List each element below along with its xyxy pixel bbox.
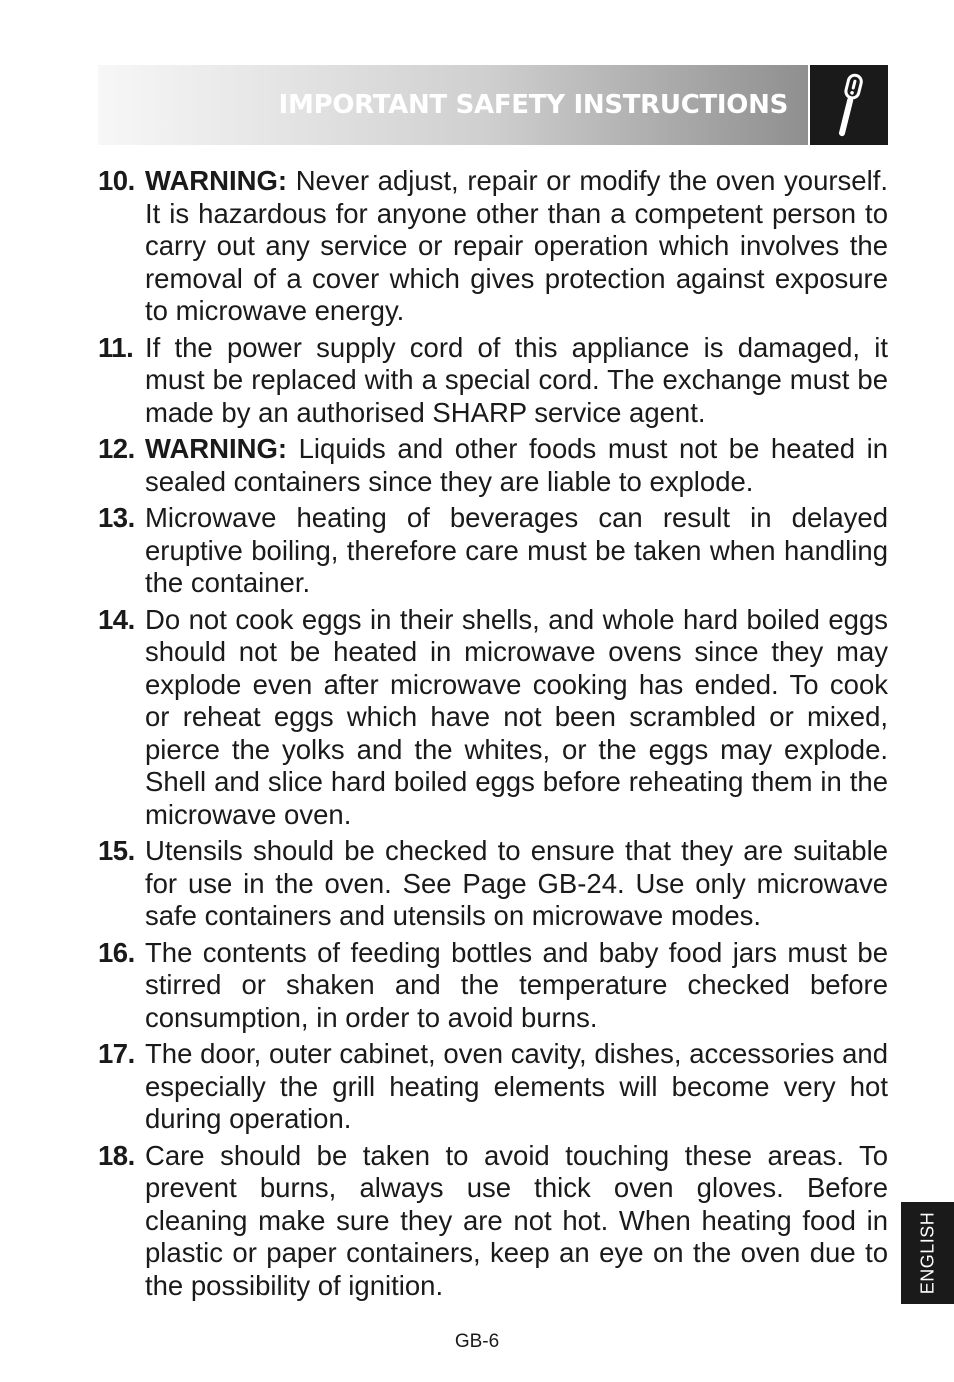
item-text: Microwave heating of beverages can result in delayed eruptive boiling, therefore care must be taken when handling the container. — [145, 502, 888, 598]
list-item — [98, 433, 888, 498]
item-number: 14. — [98, 603, 135, 635]
warning-label: WARNING: — [145, 433, 288, 464]
item-text: Care should be taken to avoid touching these areas. To prevent burns, always use thick oven gloves. Before cleaning make sure they are not hot. When heating food in plastic or paper containers, keep an eye on the oven due to the possibility of ignition. — [145, 1139, 888, 1301]
item-text: Utensils should be checked to ensure that they are suitable for use in the oven. See Page GB-24. Use only microwave safe containers and utensils on microwave modes. — [145, 835, 888, 931]
item-number: 11. — [98, 331, 134, 363]
language-tab — [901, 1202, 954, 1304]
item-number: 18. — [98, 1139, 135, 1171]
list-item — [98, 332, 888, 430]
item-number: 13. — [98, 502, 135, 533]
list-item — [98, 604, 888, 832]
page-number: GB-6 — [454, 1331, 500, 1352]
item-text: Never adjust, repair or modify the oven yourself. It is hazardous for anyone other than a competent person to carry out any service or repair operation which involves the removal of a cover which gives protection against exposure to microwave energy. — [145, 165, 888, 326]
item-number: 17. — [98, 1038, 135, 1069]
item-text: Liquids and other foods must not be heated in sealed containers since they are liable to explode. — [145, 433, 888, 497]
list-item — [98, 165, 888, 328]
page-title: IMPORTANT SAFETY INSTRUCTIONS — [278, 90, 788, 120]
list-item — [98, 1038, 888, 1136]
header-icon-box — [810, 65, 888, 145]
safety-instructions-list — [98, 165, 888, 1306]
list-item — [98, 1140, 888, 1303]
item-text: Do not cook eggs in their shells, and whole hard boiled eggs should not be heated in microwave ovens since they may explode even after microwave cooking has ended. To cook or reheat eggs which have not been scrambled or mixed, pierce the yolks and the whites, or the eggs may explode. Shell and slice hard boiled eggs before reheating them in the microwave oven. — [145, 603, 888, 830]
item-text: The contents of feeding bottles and baby food jars must be stirred or shaken and the temperature checked before consumption, in order to avoid burns. — [145, 936, 888, 1033]
item-number: 10. — [98, 165, 135, 196]
item-text: If the power supply cord of this appliance is damaged, it must be replaced with a special cord. The exchange must be made by an authorised SHARP service agent. — [145, 331, 888, 428]
list-item — [98, 502, 888, 600]
list-item — [98, 835, 888, 933]
exclamation-thermometer-icon — [810, 65, 888, 145]
item-number: 15. — [98, 835, 135, 866]
warning-label: WARNING: — [145, 165, 288, 196]
list-item — [98, 937, 888, 1035]
header-bar — [98, 65, 808, 145]
language-label: ENGLISH — [917, 1211, 937, 1295]
item-number: 16. — [98, 936, 135, 968]
item-number: 12. — [98, 433, 135, 464]
item-text: The door, outer cabinet, oven cavity, dishes, accessories and especially the grill heating elements will become very hot during operation. — [145, 1038, 888, 1134]
